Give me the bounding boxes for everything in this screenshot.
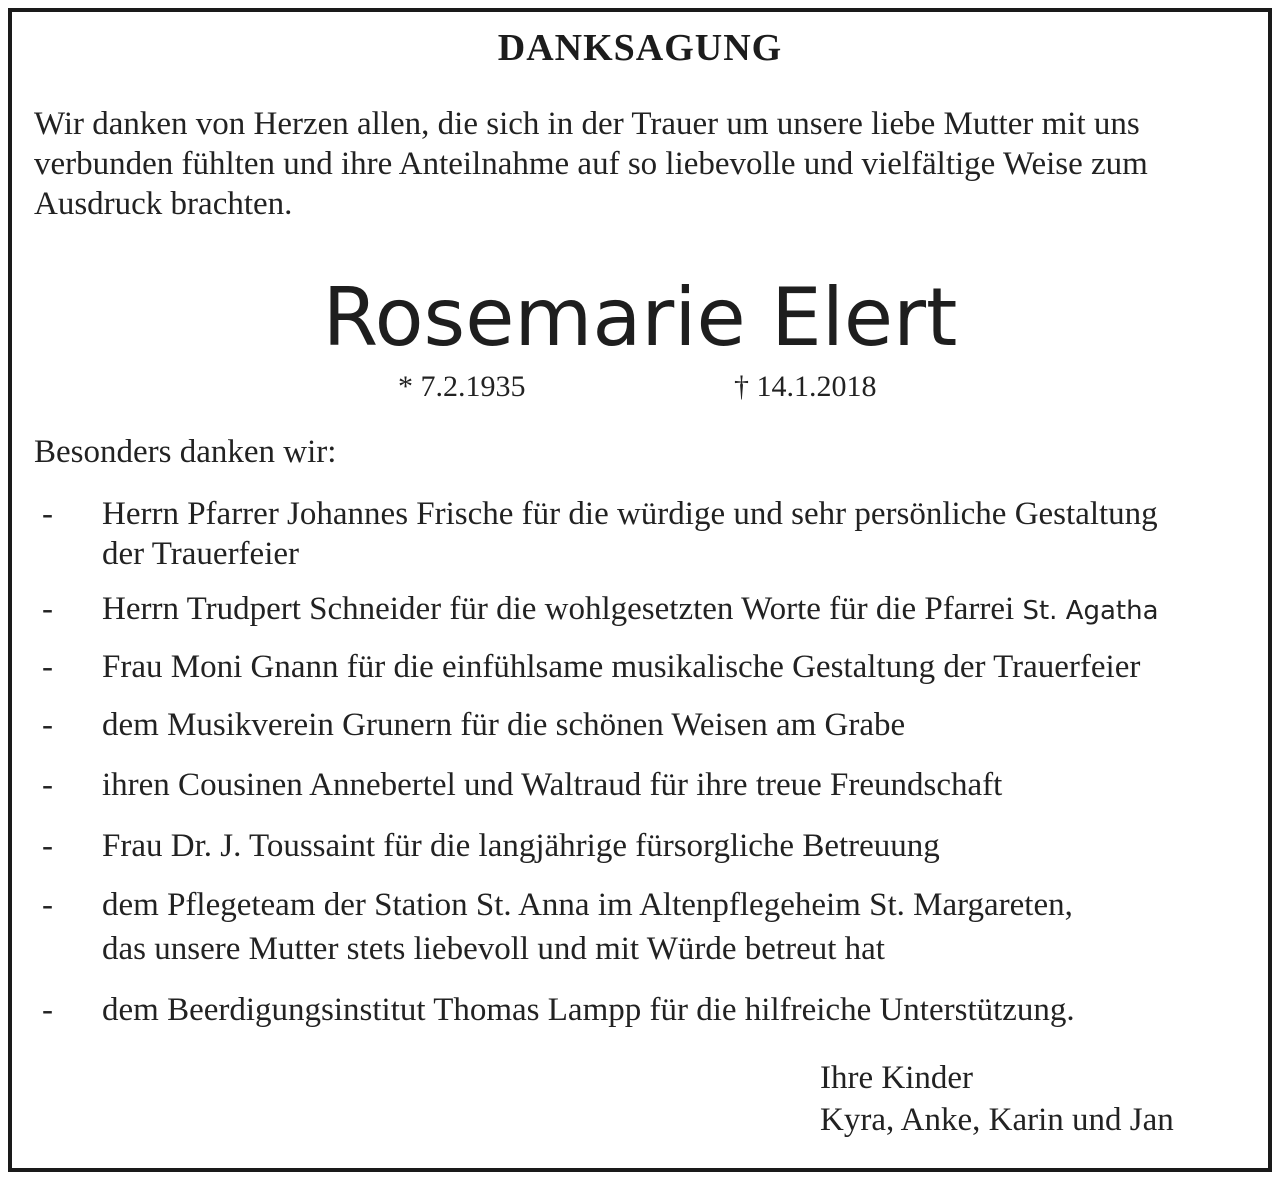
list-item-text: Frau Moni Gnann für die einfühlsame musikalische Gestaltung der Trauerfeier — [102, 649, 1141, 685]
list-item-line: der Trauerfeier — [102, 536, 300, 572]
intro-line: verbunden fühlten und ihre Anteilnahme auf so liebevolle und vielfältige Weise zum — [34, 146, 1148, 182]
list-item-text — [102, 494, 1252, 574]
list-bullet: - — [42, 707, 53, 743]
death-date: † 14.1.2018 — [734, 370, 877, 403]
list-item-text: dem Musikverein Grunern für die schönen Weisen am Grabe — [102, 707, 906, 743]
list-bullet: - — [42, 828, 53, 864]
intro-line: Ausdruck brachten. — [34, 186, 293, 222]
list-item-text: dem Beerdigungsinstitut Thomas Lampp für die hilfreiche Unterstützung. — [102, 992, 1075, 1028]
list-item-tail: St. Agatha — [1022, 596, 1159, 626]
list-item-line: Herrn Pfarrer Johannes Frische für die würdige und sehr persönliche Gestaltung — [102, 496, 1158, 532]
list-item-text: Frau Dr. J. Toussaint für die langjährige fürsorgliche Betreuung — [102, 828, 940, 864]
list-item-line: dem Pflegeteam der Station St. Anna im Altenpflegeheim St. Margareten, — [102, 887, 1073, 923]
birth-date: * 7.2.1935 — [398, 370, 526, 403]
notice-heading: DANKSAGUNG — [497, 27, 783, 69]
list-item-line: das unsere Mutter stets liebevoll und mit Würde betreut hat — [102, 931, 885, 967]
list-bullet: - — [42, 767, 53, 803]
signature-names: Kyra, Anke, Karin und Jan — [820, 1102, 1174, 1138]
signature-line: Ihre Kinder — [820, 1060, 974, 1096]
list-bullet: - — [42, 496, 53, 532]
list-bullet: - — [42, 887, 53, 923]
intro-line: Wir danken von Herzen allen, die sich in der Trauer um unsere liebe Mutter mit uns — [34, 106, 1140, 142]
deceased-name: Rosemarie Elert — [322, 271, 958, 364]
thanks-heading: Besonders danken wir: — [34, 434, 337, 470]
list-item-text — [102, 589, 1252, 631]
list-bullet: - — [42, 591, 53, 627]
list-bullet: - — [42, 649, 53, 685]
list-item-text — [102, 885, 1252, 969]
list-item-line: Herrn Trudpert Schneider für die wohlgesetzten Worte für die Pfarrei — [102, 591, 1023, 627]
list-bullet: - — [42, 992, 53, 1028]
intro-text — [34, 104, 1244, 224]
list-item-text: ihren Cousinen Annebertel und Waltraud für ihre treue Freundschaft — [102, 767, 1003, 803]
